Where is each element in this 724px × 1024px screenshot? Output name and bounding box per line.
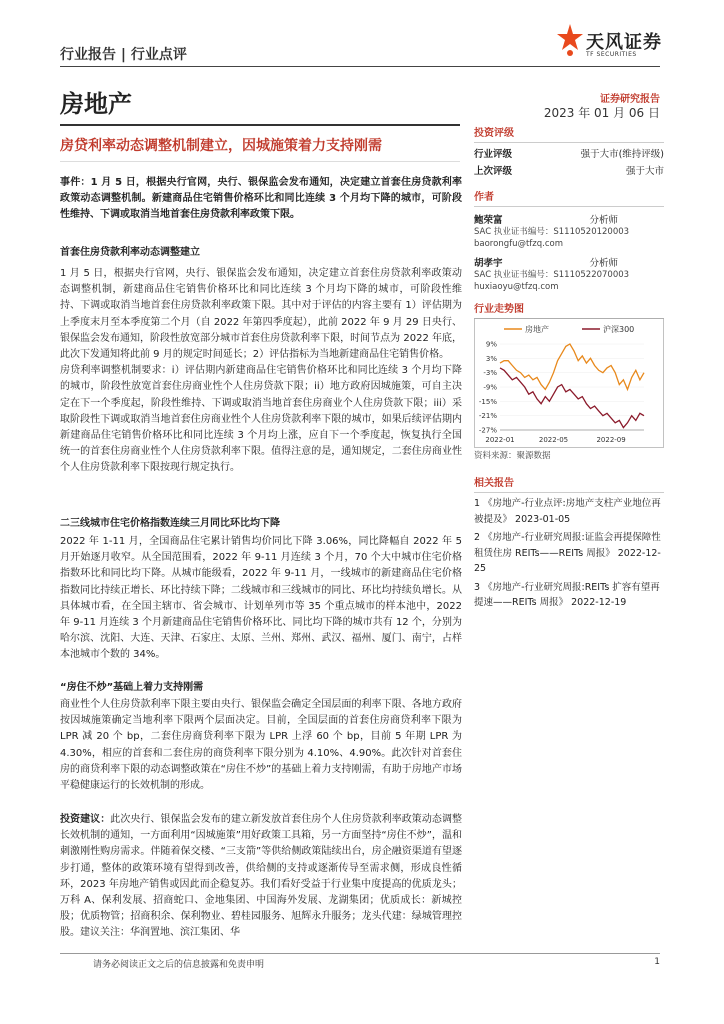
- y-tick-label: 3%: [485, 354, 497, 363]
- rating-title: 投资评级: [474, 124, 664, 143]
- author-2: [474, 255, 664, 269]
- author-name: 胡孝宇: [474, 258, 503, 269]
- paragraph-2: 房贷利率调整机制要求：i）评估期内新建商品住宅销售价格环比和同比连续 3 个月均下降的城市，阶段性放宽首套住房商业性个人住房贷款下限；ii）地方政府因城施策，可自主决定在下一个季度起，阶段性维持、下调或取消当地首套住房商业个人住房贷款下限；iii）采取阶段性下调或取消当地首套住房商业性个人住房贷款利率下限的城市，如果后续评估期内新建商品住宅销售价格环比和同比连续 3 个月均上涨，应自下一个季度起，恢复执行全国统一的首套住房商业性个人住房贷款利率下限。值得注意的是，通知规定，二套住房商业性个人住房贷款利率下限按现行规定执行。: [60, 365, 462, 474]
- trend-title: 行业走势图: [474, 300, 664, 319]
- report-label: 证券研究报告: [600, 94, 660, 105]
- y-tick-label: 9%: [485, 340, 497, 349]
- y-tick-label: -21%: [478, 412, 497, 421]
- series-line: [500, 368, 644, 428]
- event-paragraph: [60, 175, 462, 224]
- rating-value: 强于大市: [625, 166, 664, 177]
- y-tick-label: -27%: [478, 426, 497, 435]
- author-section: [474, 188, 664, 293]
- invest-label: 投资建议：: [60, 814, 111, 825]
- header-divider: [60, 66, 660, 67]
- y-tick-label: -9%: [483, 383, 497, 392]
- author-sac: SAC 执业证书编号：S1110520120003: [474, 227, 630, 237]
- author-email[interactable]: huxiaoyu@tfzq.com: [474, 282, 559, 292]
- y-tick-label: -15%: [478, 397, 497, 406]
- investment-advice: [60, 812, 462, 942]
- body-paragraph-3: [60, 534, 462, 664]
- related-report[interactable]: 3 《房地产-行业研究周报:REITs 扩容有望再提速——REITs 周报》 2022-12-19: [474, 581, 660, 608]
- report-date: 2023 年 01 月 06 日: [543, 106, 660, 120]
- subheading-1: 首套住房贷款利率动态调整建立: [60, 247, 200, 258]
- x-tick-label: 2022-09: [596, 436, 626, 444]
- legend-label: 沪深300: [603, 325, 635, 334]
- author-1: [474, 212, 664, 226]
- rating-key: 上次评级: [474, 166, 513, 177]
- related-report[interactable]: 2 《房地产-行业研究周报:证监会再提保障性租赁住房 REITs——REITs 周报》 2022-12-25: [474, 532, 661, 574]
- rating-key: 行业评级: [474, 149, 513, 160]
- body-paragraph-1: [60, 266, 462, 477]
- rating-row: [474, 143, 664, 160]
- author-sac: SAC 执业证书编号：S1110522070003: [474, 270, 630, 280]
- author-role: 分析师: [589, 258, 618, 269]
- chart-frame: [475, 319, 664, 448]
- paragraph-5: 此次央行、银保监会发布的建立新发放首套住房个人住房贷款利率政策动态调整长效机制的通知，一方面利用“因城施策”用好政策工具箱，另一方面坚持“房住不炒”，温和刺激刚性购房需求。伴随着保交楼、“三支箭”等供给侧政策陆续出台，房企融资渠道有望逐步打通，整体的政策环境有望得到改善，供给侧的支持或逐渐传导至需求侧，形成良性循环，2023 年房地产销售或因此而企稳复苏。我们看好受益于行业集中度提高的优质龙头；万科 A、保利发展、招商蛇口、金地集团、中国海外发展、龙湖集团；优质成长：新城控股；优质物管；招商积余、保利物业、碧桂园服务、旭辉永升服务；龙头代建：绿城管理控股。建议关注：华润置地、滨江集团、华: [60, 814, 463, 939]
- rating-row: [474, 160, 664, 177]
- body-paragraph-4: [60, 697, 462, 794]
- footer-disclaimer: 请务必阅读正文之后的信息披露和免责申明: [93, 960, 265, 970]
- paragraph-4: 商业性个人住房贷款利率下限主要由央行、银保监会确定全国层面的利率下限、各地方政府按因城施策确定当地利率下限两个层面决定。目前，全国层面的首套住房商贷利率下限为 LPR 减 20 个 bp，二套住房商贷利率下限为 LPR 上浮 60 个 bp，目前 5 年期 LPR 为 4.30%，相应的首套和二套住房的商贷利率下限分别为 4.10%、4.90%。此次针对首套住房的商贷利率下限的动态调整政策在“房住不炒”的基础上着力支持刚需，有助于房地产市场平稳健康运行的长效机制的形成。: [60, 699, 462, 792]
- event-text: 事件：1 月 5 日，根据央行官网，央行、银保监会发布通知，决定建立首套住房贷款利率政策动态调整机制。新建商品住宅销售价格环比和同比连续 3 个月均下降的城市，可阶段性维持、下调或取消当地首套住房贷款利率政策下限。: [60, 177, 462, 221]
- trend-section: [474, 300, 664, 319]
- logo-english: TF SECURITIES: [586, 51, 637, 58]
- subheading-3: “房住不炒”基础上着力支持刚需: [60, 682, 204, 693]
- author-email[interactable]: baorongfu@tfzq.com: [474, 239, 564, 249]
- logo-name: 天风证券: [586, 32, 662, 53]
- report-category: 行业报告 | 行业点评: [60, 47, 187, 63]
- page-number: 1: [654, 957, 660, 967]
- chart-source: 资料来源：聚源数据: [474, 451, 551, 461]
- y-tick-label: -3%: [483, 369, 497, 378]
- report-title: 房贷利率动态调整机制建立，因城施策着力支持刚需: [60, 138, 382, 154]
- rating-value: 强于大市(维持评级): [580, 149, 664, 160]
- paragraph-3: 2022 年 1-11 月，全国商品住宅累计销售均价同比下降 3.06%，同比降幅自 2022 年 5 月开始逐月收窄。从全国范围看，2022 年 9-11 月连续 3 个月，70 个大中城市住宅价格指数环比和同比均下降。从城市能级看，2022 年 9-11 月，一线城市的新建商品住宅价格指数同比持续正增长、环比持续下降；二线城市和三线城市的同比、环比均持续负增长。从具体城市看，在全国主辖市、省会城市、计划单列市等 35 个重点城市的样本池中，2022 年 9-11 月连续 3 个月新建商品住宅销售价格环比、同比均下降的城市共有 12 个，分别为哈尔滨、沈阳、大连、天津、石家庄、太原、兰州、郑州、武汉、福州、厦门、南宁，占样本池城市个数的 34%。: [60, 536, 462, 661]
- x-tick-label: 2022-05: [538, 436, 569, 444]
- trend-chart: [474, 318, 664, 448]
- footer-divider: [60, 953, 660, 954]
- related-section: [474, 474, 664, 611]
- paragraph-1: 1 月 5 日，根据央行官网，央行、银保监会发布通知，决定建立首套住房贷款利率政策动态调整机制，新建商品住宅销售价格环比和同比连续 3 个月均下降的城市，可阶段性维持、下调或取消当地首套住房贷款利率政策下限。其中对于评估的内容主要有 1）评估期为上季度末月至本季度第二个月（自 2022 年第四季度起），此前 2022 年 9 月 29 日央行、银保监会发布通知，阶段性放宽部分城市首套住房贷款利率下限，时间节点为 2022 年底，此次下发通知将此前 9 月的规定时间延长；2）评估指标为当地新建商品住宅销售价格。: [60, 268, 462, 361]
- legend-label: 房地产: [525, 325, 549, 334]
- tf-logo-icon: [556, 22, 584, 58]
- author-role: 分析师: [589, 215, 618, 226]
- author-title: 作者: [474, 188, 664, 207]
- x-tick-label: 2022-01: [485, 436, 515, 444]
- subheading-2: 二三线城市住宅价格指数连续三月同比环比均下降: [60, 518, 280, 529]
- related-report[interactable]: 1 《房地产-行业点评:房地产支柱产业地位再被提及》 2023-01-05: [474, 498, 661, 525]
- rating-section: [474, 124, 664, 177]
- sector-title: 房地产: [60, 90, 132, 118]
- author-name: 鲍荣富: [474, 215, 503, 226]
- related-title: 相关报告: [474, 474, 664, 493]
